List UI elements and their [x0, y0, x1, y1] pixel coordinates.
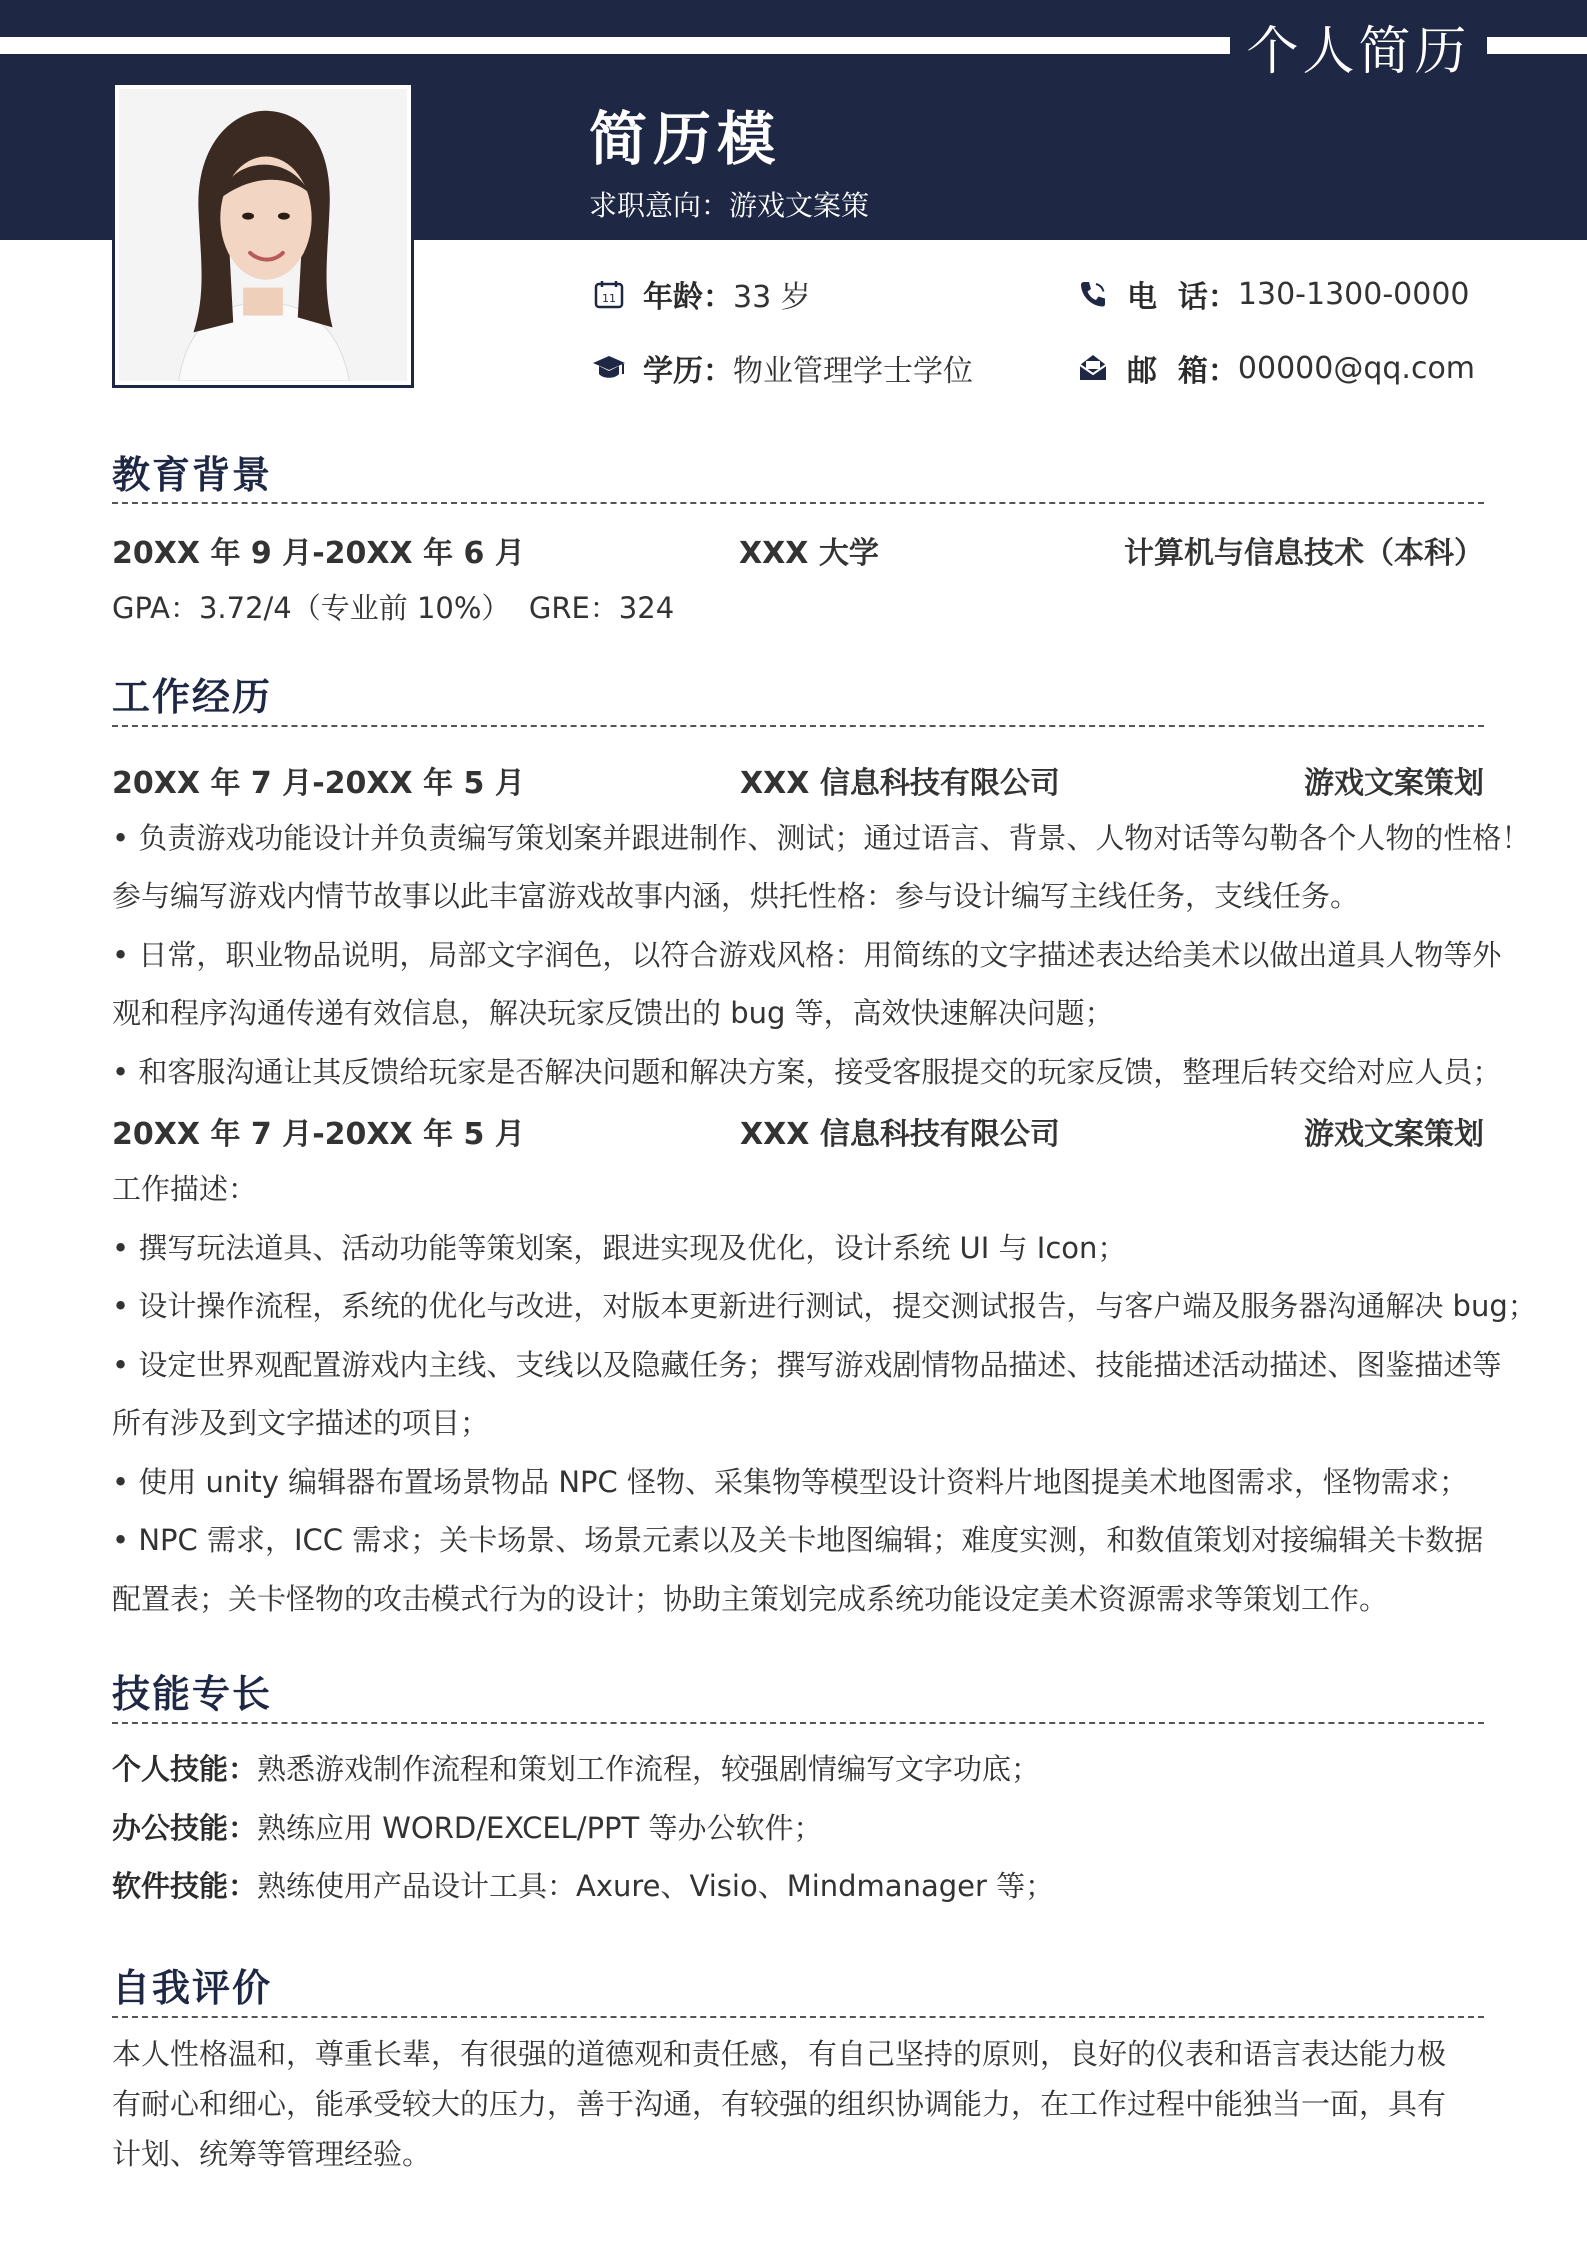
profile-photo [112, 82, 414, 388]
education-value: 物业管理学士学位 [733, 354, 973, 389]
job-row [112, 758, 1484, 801]
job-period: 20XX 年 7 月-20XX 年 5 月 [112, 766, 525, 801]
job-company: XXX 信息科技有限公司 [740, 766, 1060, 801]
education-row [112, 528, 1484, 571]
skill-value: 熟练使用产品设计工具：Axure、Visio、Mindmanager 等； [257, 1869, 1055, 1903]
skill-label: 办公技能： [112, 1811, 258, 1845]
self-line: 本人性格温和，尊重长辈，有很强的道德观和责任感，有自己坚持的原则，良好的仪表和语言表达能力极 [112, 2037, 1447, 2071]
skill-label: 软件技能： [112, 1869, 258, 1903]
job-line: 观和程序沟通传递有效信息，解决玩家反馈出的 bug 等，高效快速解决问题； [112, 996, 1114, 1030]
age-value: 33 岁 [733, 280, 811, 315]
phone-value: 130-1300-0000 [1237, 276, 1470, 312]
job-intent: 求职意向：游戏文案策 [589, 189, 870, 222]
skills-section-title: 技能专长 [112, 1672, 273, 1716]
info-email [1073, 346, 1475, 390]
job-line: • 设计操作流程，系统的优化与改进，对版本更新进行测试，提交测试报告，与客户端及服务器沟通解决 bug； [112, 1284, 1512, 1325]
job-line: 参与编写游戏内情节故事以此丰富游戏故事内涵，烘托性格：参与设计编写主线任务，支线任务。 [112, 879, 1360, 913]
education-divider [112, 502, 1484, 504]
info-phone [1073, 272, 1470, 316]
candidate-name: 简历模 [589, 105, 782, 173]
skill-value: 熟练应用 WORD/EXCEL/PPT 等办公软件； [257, 1811, 823, 1845]
job-line: 所有涉及到文字描述的项目； [112, 1406, 490, 1440]
email-value: 00000@qq.com [1237, 350, 1476, 386]
job-line: • NPC 需求，ICC 需求；关卡场景、场景元素以及关卡地图编辑；难度实测，和数值策划对接编辑关卡数据 [112, 1518, 1512, 1559]
job-role: 游戏文案策划 [1304, 1117, 1484, 1152]
email-icon [1073, 348, 1113, 388]
job-line: • 设定世界观配置游戏内主线、支线以及隐藏任务；撰写游戏剧情物品描述、技能描述活动描述、图鉴描述等 [112, 1343, 1512, 1384]
info-education [589, 346, 973, 390]
portrait-image [119, 89, 407, 381]
skill-value: 熟悉游戏制作流程和策划工作流程，较强剧情编写文字功底； [257, 1752, 1041, 1786]
info-age [589, 272, 811, 316]
header-tag: 个人简历 [1230, 0, 1487, 92]
job-line: • 日常，职业物品说明，局部文字润色，以符合游戏风格：用简练的文字描述表达给美术以做出道具人物等外 [112, 933, 1512, 974]
skills-divider [112, 1722, 1484, 1724]
education-label: 学历： [643, 354, 733, 389]
education-period: 20XX 年 9 月-20XX 年 6 月 [112, 536, 525, 571]
job-line: • 和客服沟通让其反馈给玩家是否解决问题和解决方案，接受客服提交的玩家反馈，整理后转交给对应人员； [112, 1050, 1512, 1091]
job-line: • 使用 unity 编辑器布置场景物品 NPC 怪物、采集物等模型设计资料片地图提美术地图需求，怪物需求； [112, 1460, 1512, 1501]
phone-label: 电 话： [1127, 280, 1238, 315]
self-line: 计划、统筹等管理经验。 [112, 2137, 432, 2171]
job-line: • 负责游戏功能设计并负责编写策划案并跟进制作、测试；通过语言、背景、人物对话等勾勒各个人物的性格！ [112, 816, 1512, 857]
email-label: 邮 箱： [1127, 354, 1238, 389]
education-major: 计算机与信息技术（本科） [1124, 536, 1484, 571]
education-section-title: 教育背景 [112, 453, 273, 497]
skill-item [112, 1806, 822, 1847]
svg-text:11: 11 [602, 292, 616, 305]
job-line: 工作描述： [112, 1172, 258, 1206]
self-section-title: 自我评价 [112, 1966, 273, 2010]
education-school: XXX 大学 [739, 536, 879, 571]
self-line: 有耐心和细心，能承受较大的压力，善于沟通，有较强的组织协调能力，在工作过程中能独当一面，具有 [112, 2087, 1447, 2121]
age-label: 年龄： [643, 280, 733, 315]
graduation-cap-icon [589, 348, 629, 388]
work-section-title: 工作经历 [112, 675, 273, 719]
phone-icon [1073, 274, 1113, 314]
job-role: 游戏文案策划 [1304, 766, 1484, 801]
job-period: 20XX 年 7 月-20XX 年 5 月 [112, 1117, 525, 1152]
job-company: XXX 信息科技有限公司 [740, 1117, 1060, 1152]
job-line: • 撰写玩法道具、活动功能等策划案，跟进实现及优化，设计系统 UI 与 Icon； [112, 1226, 1512, 1267]
job-row [112, 1109, 1484, 1152]
skill-item [112, 1747, 1040, 1788]
calendar-icon [589, 274, 629, 314]
education-detail: GPA：3.72/4（专业前 10%） GRE：324 [112, 591, 675, 625]
skill-label: 个人技能： [112, 1752, 258, 1786]
self-divider [112, 2016, 1484, 2018]
work-divider [112, 725, 1484, 727]
job-line: 配置表；关卡怪物的攻击模式行为的设计；协助主策划完成系统功能设定美术资源需求等策划工作。 [112, 1582, 1389, 1616]
skill-item [112, 1864, 1054, 1905]
